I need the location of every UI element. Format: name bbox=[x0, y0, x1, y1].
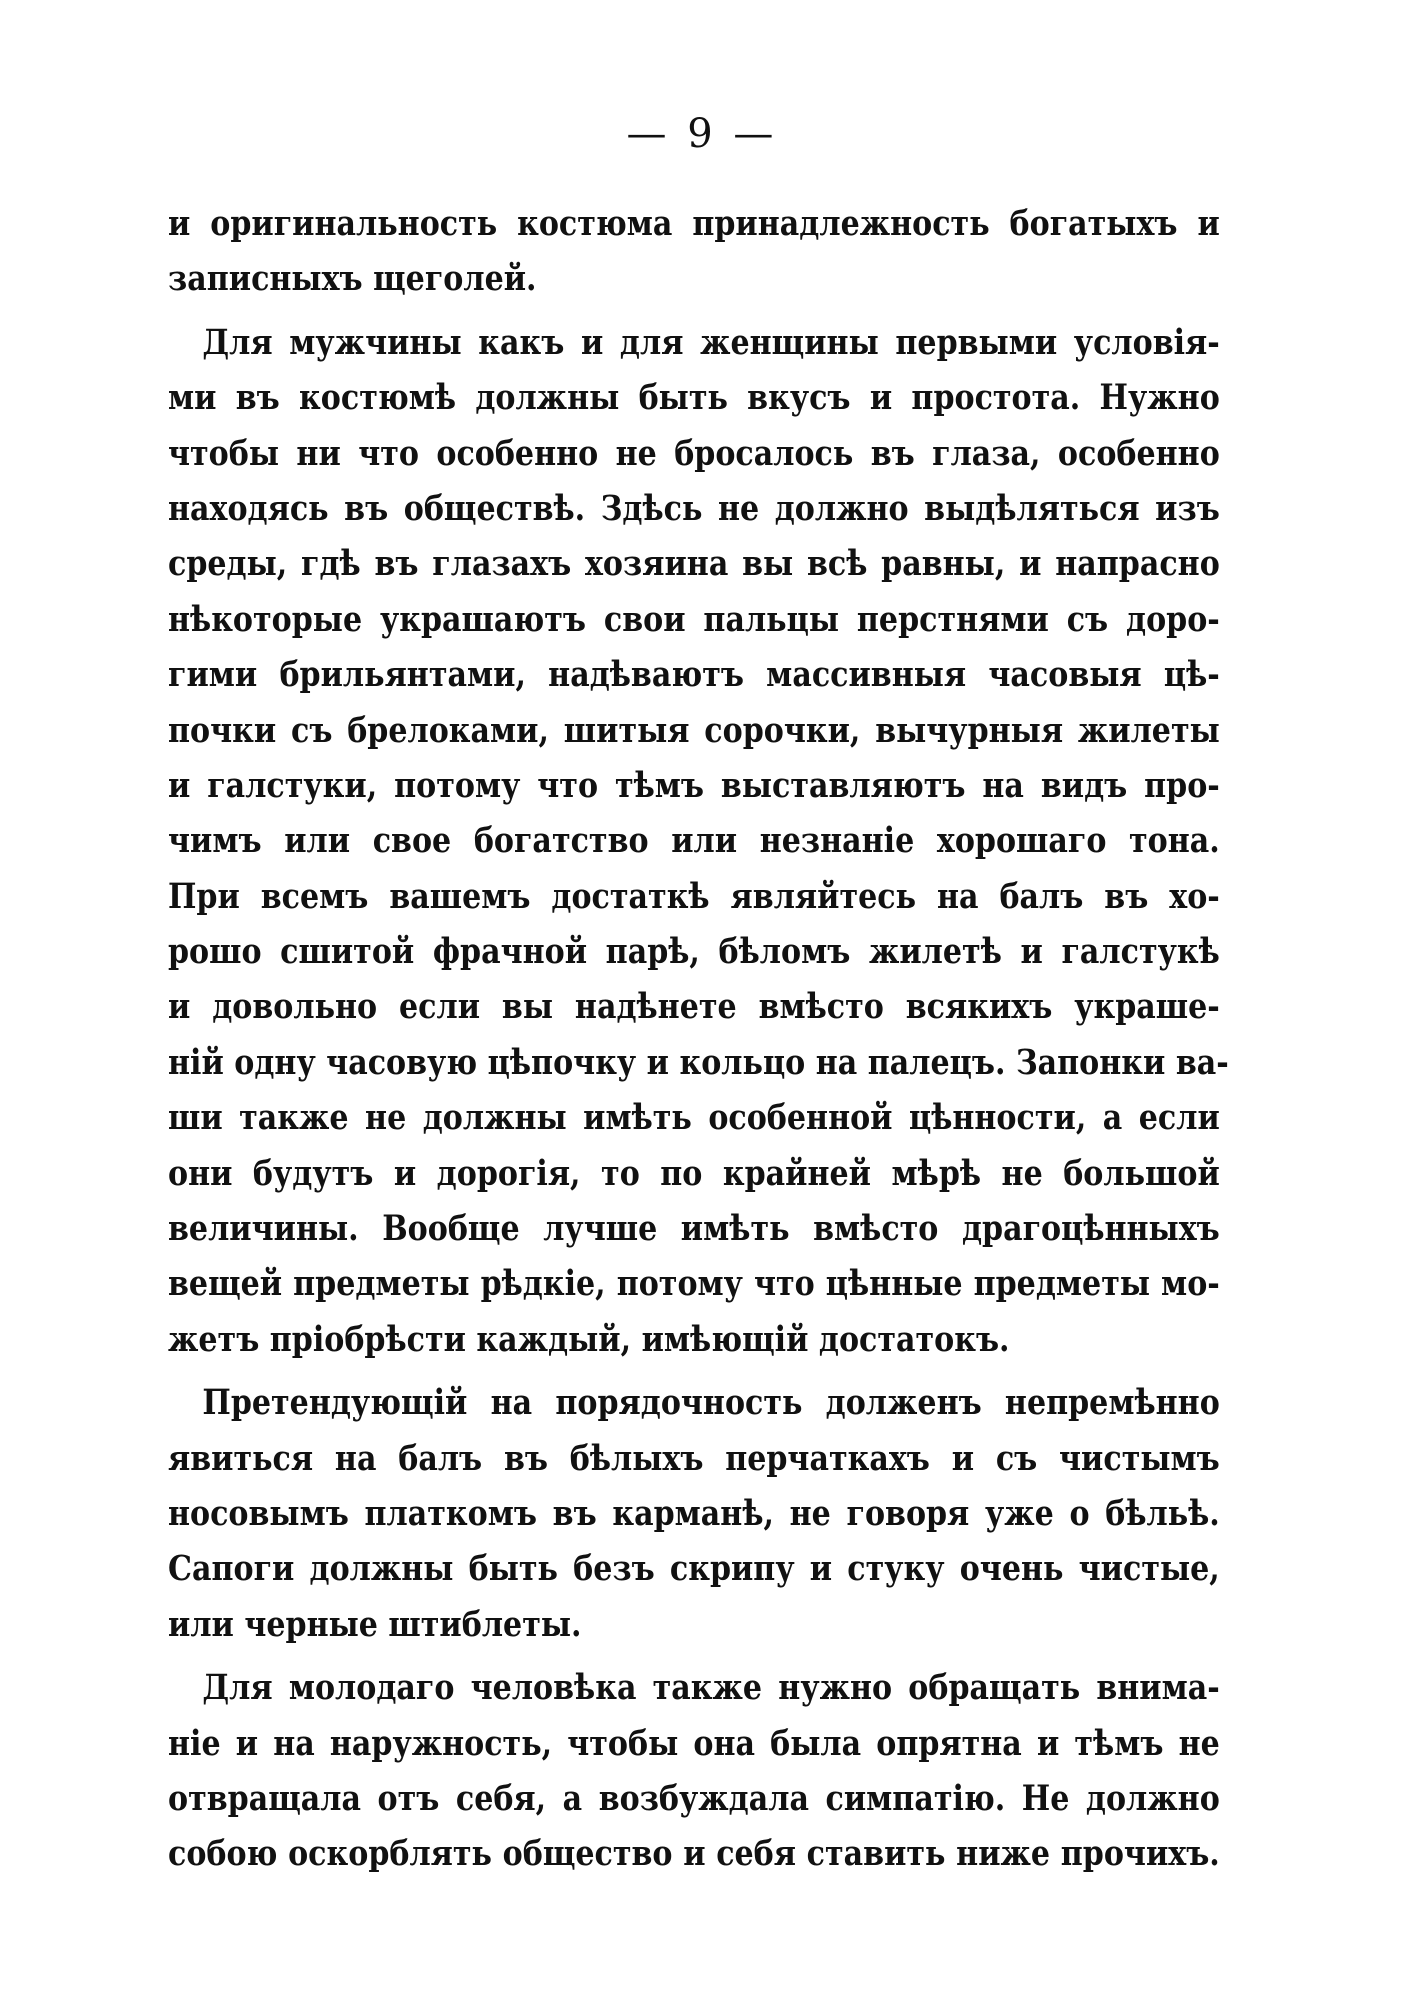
text-line: чимъ или свое богатство или незнаніе хорошаго тона. bbox=[168, 820, 1220, 862]
text-line: нѣкоторые украшаютъ свои пальцы перстнями съ доро- bbox=[168, 598, 1220, 640]
text-line: При всемъ вашемъ достаткѣ являйтесь на балъ въ хо- bbox=[168, 875, 1220, 917]
text-line: ніе и на наружность, чтобы она была опрятна и тѣмъ не bbox=[168, 1722, 1220, 1764]
page-number: — 9 — bbox=[626, 111, 778, 157]
text-line: и галстуки, потому что тѣмъ выставляютъ на видъ про- bbox=[168, 764, 1220, 806]
body-text bbox=[168, 196, 1229, 1882]
text-line: рошо сшитой фрачной парѣ, бѣломъ жилетѣ и галстукѣ bbox=[168, 931, 1220, 973]
text-line: Претендующій на порядочность долженъ непремѣнно bbox=[202, 1382, 1220, 1424]
text-line: Сапоги должны быть безъ скрипу и стуку очень чистые, bbox=[168, 1548, 1220, 1590]
text-line: Для мужчины какъ и для женщины первыми условія- bbox=[202, 321, 1220, 363]
text-line: они будутъ и дорогія, то по крайней мѣрѣ не большой bbox=[168, 1152, 1220, 1194]
text-line: величины. Вообще лучше имѣть вмѣсто драгоцѣнныхъ bbox=[168, 1208, 1220, 1250]
text-line: жетъ пріобрѣсти каждый, имѣющій достатокъ. bbox=[168, 1318, 1010, 1360]
text-line: вещей предметы рѣдкіе, потому что цѣнные предметы мо- bbox=[168, 1263, 1220, 1305]
text-line: и довольно если вы надѣнете вмѣсто всякихъ украше- bbox=[168, 986, 1220, 1028]
text-line: или черные штиблеты. bbox=[168, 1603, 582, 1645]
text-line: собою оскорблять общество и себя ставить ниже прочихъ. bbox=[168, 1833, 1220, 1875]
text-line: Для молодаго человѣка также нужно обращать внима- bbox=[202, 1667, 1220, 1709]
text-line: почки съ брелоками, шитыя сорочки, вычурныя жилеты bbox=[168, 709, 1220, 751]
text-line: среды, гдѣ въ глазахъ хозяина вы всѣ равны, и напрасно bbox=[168, 543, 1220, 585]
text-line: чтобы ни что особенно не бросалось въ глаза, особенно bbox=[168, 432, 1220, 474]
text-line: ми въ костюмѣ должны быть вкусъ и простота. Нужно bbox=[168, 377, 1220, 419]
text-line: явиться на балъ въ бѣлыхъ перчаткахъ и съ чистымъ bbox=[168, 1437, 1220, 1479]
text-line: отвращала отъ себя, а возбуждала симпатію. Не должно bbox=[168, 1777, 1220, 1819]
text-line: ній одну часовую цѣпочку и кольцо на палецъ. Запонки ва- bbox=[168, 1041, 1229, 1083]
text-line: и оригинальность костюма принадлежность богатыхъ и bbox=[168, 203, 1220, 244]
text-line: ши также не должны имѣть особенной цѣнности, а если bbox=[168, 1097, 1220, 1139]
text-line: носовымъ платкомъ въ карманѣ, не говоря уже о бѣльѣ. bbox=[168, 1492, 1220, 1534]
text-line: записныхъ щеголей. bbox=[168, 258, 537, 300]
text-line: гими брильянтами, надѣваютъ массивныя часовыя цѣ- bbox=[168, 654, 1220, 696]
text-line: находясь въ обществѣ. Здѣсь не должно выдѣляться изъ bbox=[168, 487, 1220, 529]
